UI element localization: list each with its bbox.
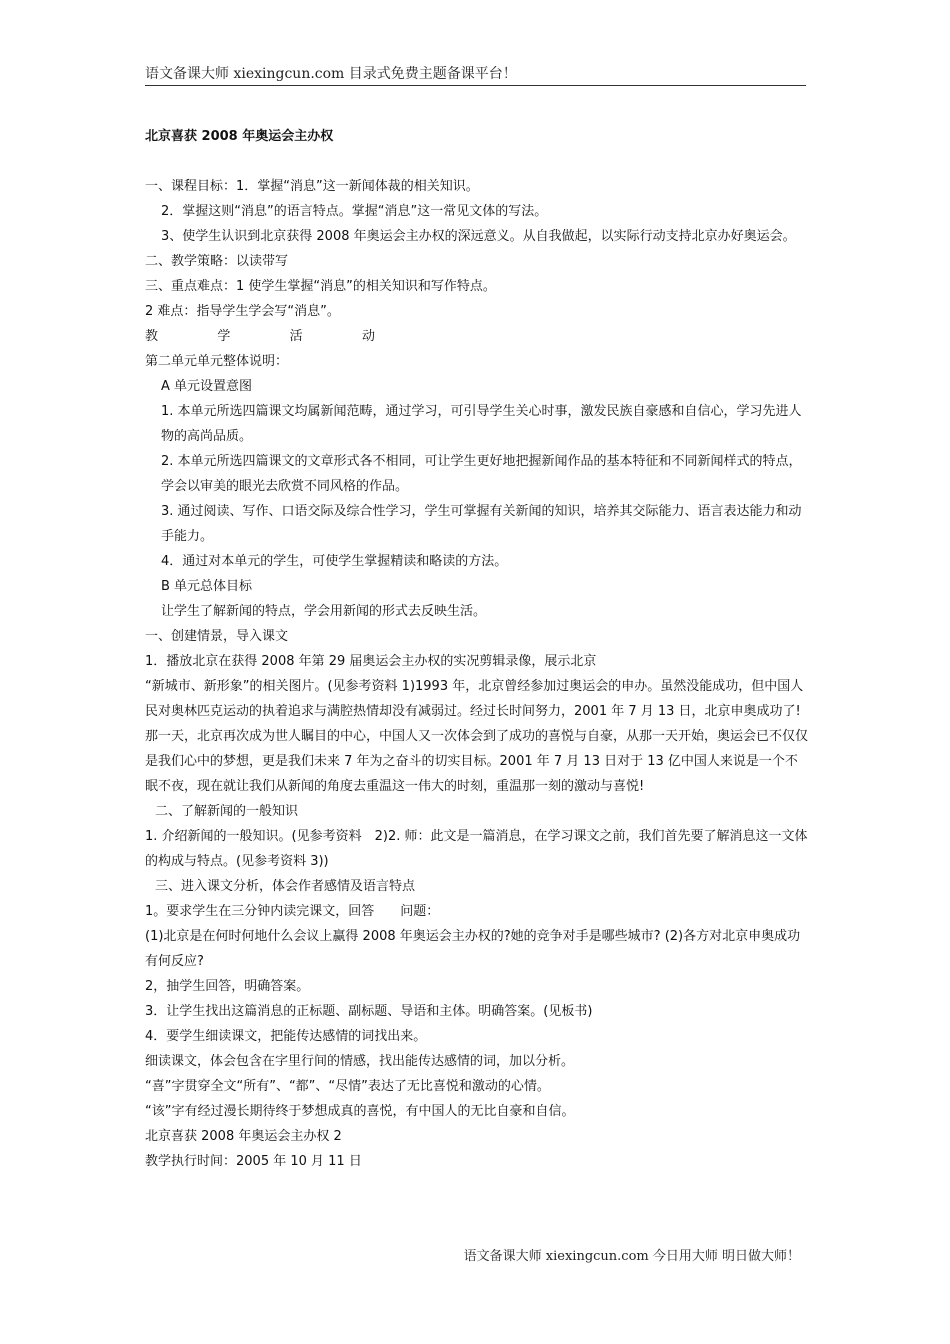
spaced-char: 学 — [217, 329, 231, 344]
paragraph: B 单元总体目标 — [161, 579, 253, 594]
paragraph: 二、了解新闻的一般知识 — [155, 804, 299, 819]
paragraph: 细读课文，体会包含在字里行间的情感，找出能传达感情的词，加以分析。 — [145, 1054, 575, 1069]
paragraph: 教学执行时间：2005 年 10 月 11 日 — [145, 1154, 362, 1169]
paragraph: “该”字有经过漫长期待终于梦想成真的喜悦，有中国人的无比自豪和自信。 — [145, 1104, 575, 1119]
paragraph: 1。要求学生在三分钟内读完课文，回答 问题： — [145, 904, 440, 919]
paragraph: 3、使学生认识到北京获得 2008 年奥运会主办权的深远意义。从自我做起，以实际行动支持北京办好奥运会。 — [161, 229, 796, 244]
spaced-char: 教 — [145, 329, 159, 344]
page-footer: 语文备课大师 xiexingcun.com 今日用大师 明日做大师！ — [463, 1249, 800, 1264]
paragraph: 北京喜获 2008 年奥运会主办权 2 — [145, 1129, 342, 1144]
page-header: 语文备课大师 xiexingcun.com 目录式免费主题备课平台！ — [145, 66, 517, 82]
paragraph: 2. 本单元所选四篇课文的文章形式各不相同，可让学生更好地把握新闻作品的基本特征和不同新闻样式的特点，学会以审美的眼光去欣赏不同风格的作品。 — [161, 454, 802, 494]
paragraph: 让学生了解新闻的特点，学会用新闻的形式去反映生活。 — [161, 604, 487, 619]
paragraph: 4．通过对本单元的学生，可使学生掌握精读和略读的方法。 — [161, 554, 508, 569]
paragraph: 3．让学生找出这篇消息的正标题、副标题、导语和主体。明确答案。(见板书) — [145, 1004, 593, 1019]
paragraph: 1. 介绍新闻的一般知识。(见参考资料 2)2. 师：此文是一篇消息，在学习课文之前，我们首先要了解消息这一文体的构成与特点。(见参考资料 3)) — [145, 829, 808, 869]
paragraph: 三、重点难点：1 使学生掌握“消息”的相关知识和写作特点。 — [145, 279, 496, 294]
paragraph: A 单元设置意图 — [161, 379, 253, 394]
paragraph: 4．要学生细读课文，把能传达感情的词找出来。 — [145, 1029, 427, 1044]
spaced-heading — [145, 324, 375, 349]
paragraph: 1. 本单元所选四篇课文均属新闻范畴，通过学习，可引导学生关心时事，激发民族自豪感和自信心，学习先进人物的高尚品质。 — [161, 404, 802, 444]
paragraph: (1)北京是在何时何地什么会议上赢得 2008 年奥运会主办权的?她的竞争对手是哪些城市? (2)各方对北京申奥成功有何反应? — [145, 929, 801, 969]
paragraph: “新城市、新形象”的相关图片。(见参考资料 1)1993 年，北京曾经参加过奥运会的申办。虽然没能成功，但中国人民对奥林匹克运动的执着追求与满腔热情却没有减弱过。经过长时间努力，2001 年 7 月 13 日，北京申奥成功了!那一天，北京再次成为世人瞩目的中心，中国人又一次体会到了成功的喜悦与自豪，从那一天开始，奥运会已不仅仅是我们心中的梦想，更是我们未来 7 年为之奋斗的切实目标。2001 年 7 月 13 日对于 13 亿中国人来说是一个不眠不夜，现在就让我们从新闻的角度去重温这一伟大的时刻，重温那一刻的激动与喜悦! — [145, 679, 809, 794]
paragraph: 一、创建情景，导入课文 — [145, 629, 289, 644]
document-body — [145, 174, 808, 1174]
paragraph: 3. 通过阅读、写作、口语交际及综合性学习，学生可掌握有关新闻的知识，培养其交际能力、语言表达能力和动手能力。 — [161, 504, 802, 544]
paragraph: 二、教学策略：以读带写 — [145, 254, 289, 269]
paragraph: 三、进入课文分析，体会作者感情及语言特点 — [155, 879, 416, 894]
spaced-char: 活 — [289, 329, 303, 344]
paragraph: “喜”字贯穿全文“所有”、“都”、“尽情”表达了无比喜悦和激动的心情。 — [145, 1079, 550, 1094]
paragraph: 一、课程目标：1．掌握“消息”这一新闻体裁的相关知识。 — [145, 179, 479, 194]
header-divider — [145, 85, 806, 86]
paragraph: 1．播放北京在获得 2008 年第 29 届奥运会主办权的实况剪辑录像，展示北京 — [145, 654, 597, 669]
document-title: 北京喜获 2008 年奥运会主办权 — [145, 129, 334, 144]
spaced-char: 动 — [361, 329, 375, 344]
paragraph: 2，抽学生回答，明确答案。 — [145, 979, 310, 994]
paragraph: 2．掌握这则“消息”的语言特点。掌握“消息”这一常见文体的写法。 — [161, 204, 548, 219]
paragraph: 2 难点：指导学生学会写“消息”。 — [145, 304, 340, 319]
paragraph: 第二单元单元整体说明： — [145, 354, 289, 369]
